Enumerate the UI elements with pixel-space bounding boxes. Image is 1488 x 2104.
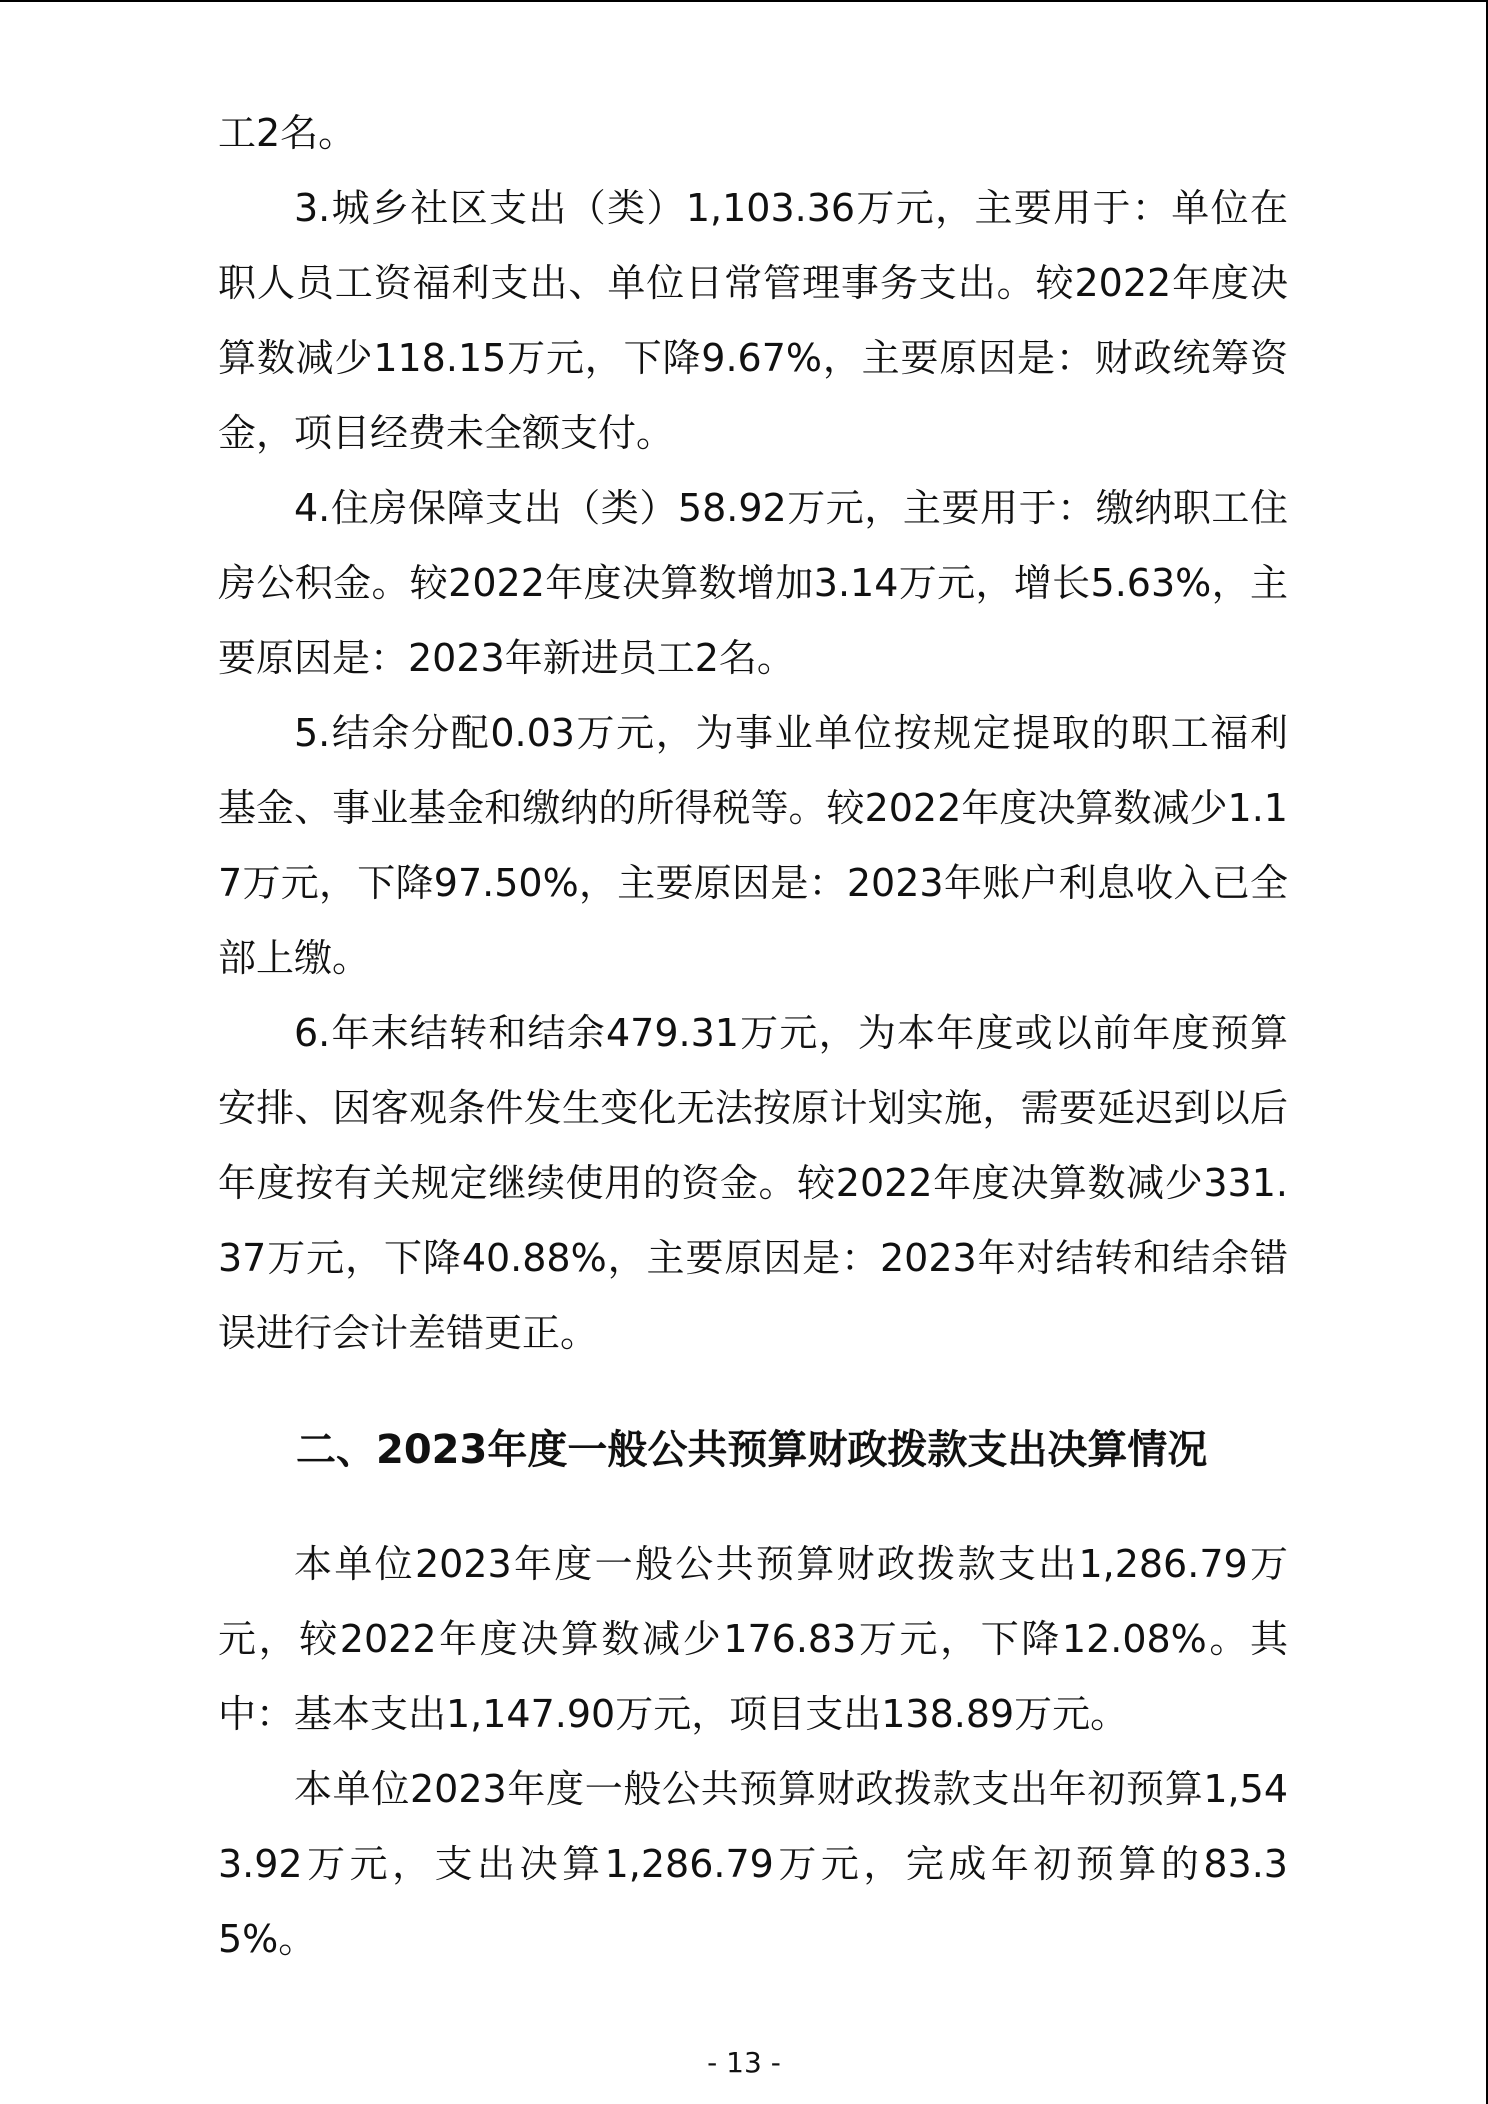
section-heading: 二、2023年度一般公共预算财政拨款支出决算情况: [296, 1427, 1208, 1473]
paragraph-year-end-balance: 6.年末结转和结余479.31万元，为本年度或以前年度预算安排、因客观条件发生变化无法按原计划实施，需要延迟到以后年度按有关规定继续使用的资金。较2022年度决算数减少331.37万元，下降40.88%，主要原因是：2023年对结转和结余错误进行会计差错更正。: [218, 1011, 1288, 1355]
paragraph-surplus-distribution: 5.结余分配0.03万元，为事业单位按规定提取的职工福利基金、事业基金和缴纳的所得税等。较2022年度决算数减少1.17万元，下降97.50%，主要原因是：2023年账户利息收入已全部上缴。: [218, 711, 1288, 980]
document-body: [218, 96, 1288, 1977]
paragraph-budget-completion: 本单位2023年度一般公共预算财政拨款支出年初预算1,543.92万元，支出决算1,286.79万元，完成年初预算的83.35%。: [218, 1767, 1288, 1961]
paragraph-general-budget-expenditure: 本单位2023年度一般公共预算财政拨款支出1,286.79万元，较2022年度决算数减少176.83万元，下降12.08%。其中：基本支出1,147.90万元，项目支出138.89万元。: [218, 1542, 1288, 1736]
paragraph-urban-rural-expenditure: 3.城乡社区支出（类）1,103.36万元，主要用于：单位在职人员工资福利支出、单位日常管理事务支出。较2022年度决算数减少118.15万元，下降9.67%，主要原因是：财政统筹资金，项目经费未全额支付。: [218, 186, 1288, 455]
page-number: - 13 -: [707, 2046, 781, 2079]
page-top-border: [0, 0, 1488, 2]
paragraph-housing-expenditure: 4.住房保障支出（类）58.92万元，主要用于：缴纳职工住房公积金。较2022年度决算数增加3.14万元，增长5.63%，主要原因是：2023年新进员工2名。: [218, 486, 1288, 680]
paragraph-continuation: 工2名。: [218, 111, 357, 155]
